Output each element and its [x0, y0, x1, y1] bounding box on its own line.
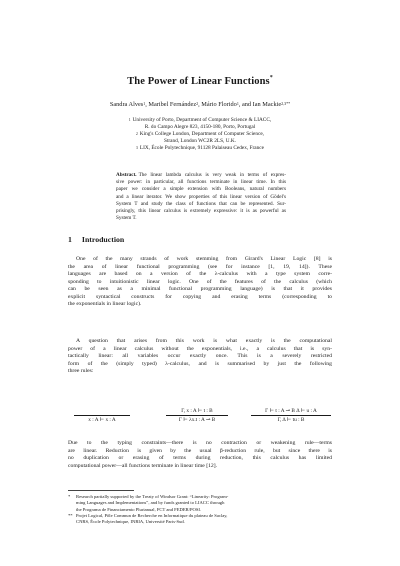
affiliation: $^2$ King's College London, Department of Computer Science, — [135, 131, 265, 138]
body-line: the exponentials in linear logic). — [68, 301, 142, 308]
body-line: sponding to intuitionistic linear logic. One of the features of the calculus (which — [68, 278, 332, 285]
body-line: power of a linear calculus without the exponentials, i.e., a calculus that is syn- — [68, 345, 332, 352]
footnote — [68, 513, 332, 526]
footnote-line: ming Languages and Implementations”, and by funds granted to LIACC through — [76, 500, 225, 506]
paper-title — [0, 76, 400, 87]
footnote-line: the Programa de Financiamento Plurianual, FCT and FEDER/POSI. — [76, 506, 202, 512]
body-line: form of the (simply typed) λ-calculus, and is summarised by just the following — [68, 360, 332, 367]
abstract-label: Abstract. — [116, 172, 137, 178]
body-line: explicit syntactical constructs for copying and erasing terms (corresponding to — [68, 293, 332, 300]
footnote-line: CNRS, École Polytechnique, INRIA, Université Paris-Sud. — [76, 519, 185, 525]
title-text: The Power of Linear Functions — [127, 76, 270, 87]
rule-premise — [74, 407, 130, 415]
rule-conclusion: x : A ⊢ x : A — [88, 417, 116, 423]
author: Sandra Alves$^1$, — [109, 101, 149, 108]
affiliation: $^1$ University of Porto, Department of Computer Science & LIACC, — [128, 117, 272, 123]
section-number: 1 — [68, 235, 72, 244]
author: Maribel Fernández$^2$, — [148, 101, 202, 108]
abstract-line: System T and study the class of functions that can be represented. Sur- — [116, 200, 286, 207]
abstract — [116, 172, 286, 222]
body-line: the area of linear functional programming (see for instance [1, 19, 14]). These — [68, 263, 332, 270]
abstract-line: Abstract. The linear lambda calculus is very weak in terms of expres- — [116, 172, 286, 178]
application-rule — [251, 407, 331, 424]
rule-conclusion: Γ, Δ ⊢ tu : B — [277, 417, 305, 423]
affiliation-line: Strand, London WC2R 2LS, U.K. — [164, 138, 236, 145]
footnote-line: Research partially supported by the Treaty of Windsor Grant: “Linearity: Program- — [76, 494, 229, 499]
affiliations — [0, 117, 400, 152]
rule-conclusion: Γ ⊢ λx.t : A ⊸ B — [178, 417, 216, 423]
author: Mário Florido$^1$, and — [201, 101, 253, 108]
body-line: can be seen as a minimal functional programming language) is that it provides — [68, 286, 332, 293]
typing-rules — [68, 405, 332, 435]
abstract-line: prisingly, this linear calculus is extremely expressive: it is as powerful as — [116, 207, 286, 214]
abstraction-rule — [166, 407, 228, 424]
author-list — [0, 101, 400, 108]
title-footnote-mark: * — [269, 75, 273, 81]
footnote-mark: * — [68, 494, 71, 499]
body-line: are linear. Reduction is given by the usual β-reduction rule, but since there is — [68, 447, 332, 454]
section-heading — [68, 235, 124, 244]
affiliation: $^3$ LIX, École Polytechnique, 91128 Palaiseau Cedex, France — [136, 145, 264, 152]
footnote-mark: ** — [68, 512, 73, 518]
abstract-line: paper we consider a simple extension with Booleans, natural numbers — [116, 186, 286, 193]
body-line: three rules: — [68, 368, 94, 375]
author: Ian Mackie$^{2,3**}$ — [252, 101, 291, 108]
abstract-line: sive power: in particular, all functions terminate in linear time. In this — [116, 179, 286, 186]
footnote-line: Projet Logical, Pôle Commun de Recherche en Informatique du plateau de Saclay, — [76, 512, 228, 518]
axiom-rule — [74, 407, 130, 424]
affiliation-line: R. do Campo Alegre 823, 4150-180, Porto, Portugal — [144, 124, 256, 131]
body-line: tactically linear: all variables occur exactly once. This is a severely restricted — [68, 353, 332, 360]
paragraph — [68, 440, 332, 470]
abstract-line: and a linear iterator. We show properties of this linear version of Gödel's — [116, 193, 286, 200]
abstract-line: System T. — [116, 215, 137, 222]
body-line: languages are based on a version of the λ-calculus with a type system corre- — [68, 271, 332, 278]
paragraph — [68, 256, 332, 309]
rule-premise: Γ, x : A ⊢ t : B — [181, 408, 213, 414]
footnotes — [68, 494, 332, 525]
rule-premise: Γ ⊢ t : A ⊸ B Δ ⊢ u : A — [265, 408, 317, 414]
body-line: One of the many strands of work stemming from Girard's Linear Logic [8] is — [76, 256, 332, 262]
paragraph — [68, 338, 332, 376]
footnote-divider — [68, 490, 134, 491]
body-line: Due to the typing constraints—there is no contraction or weakening rule—terms — [68, 440, 332, 446]
section-title: Introduction — [81, 235, 125, 244]
footnote — [68, 494, 332, 513]
body-line: no duplication or erasing of terms during reduction, this calculus has limited — [68, 455, 332, 462]
body-line: computational power—all functions terminate in linear time [12]. — [68, 462, 218, 469]
body-line: A question that arises from this work is what exactly is the computational — [76, 338, 332, 344]
